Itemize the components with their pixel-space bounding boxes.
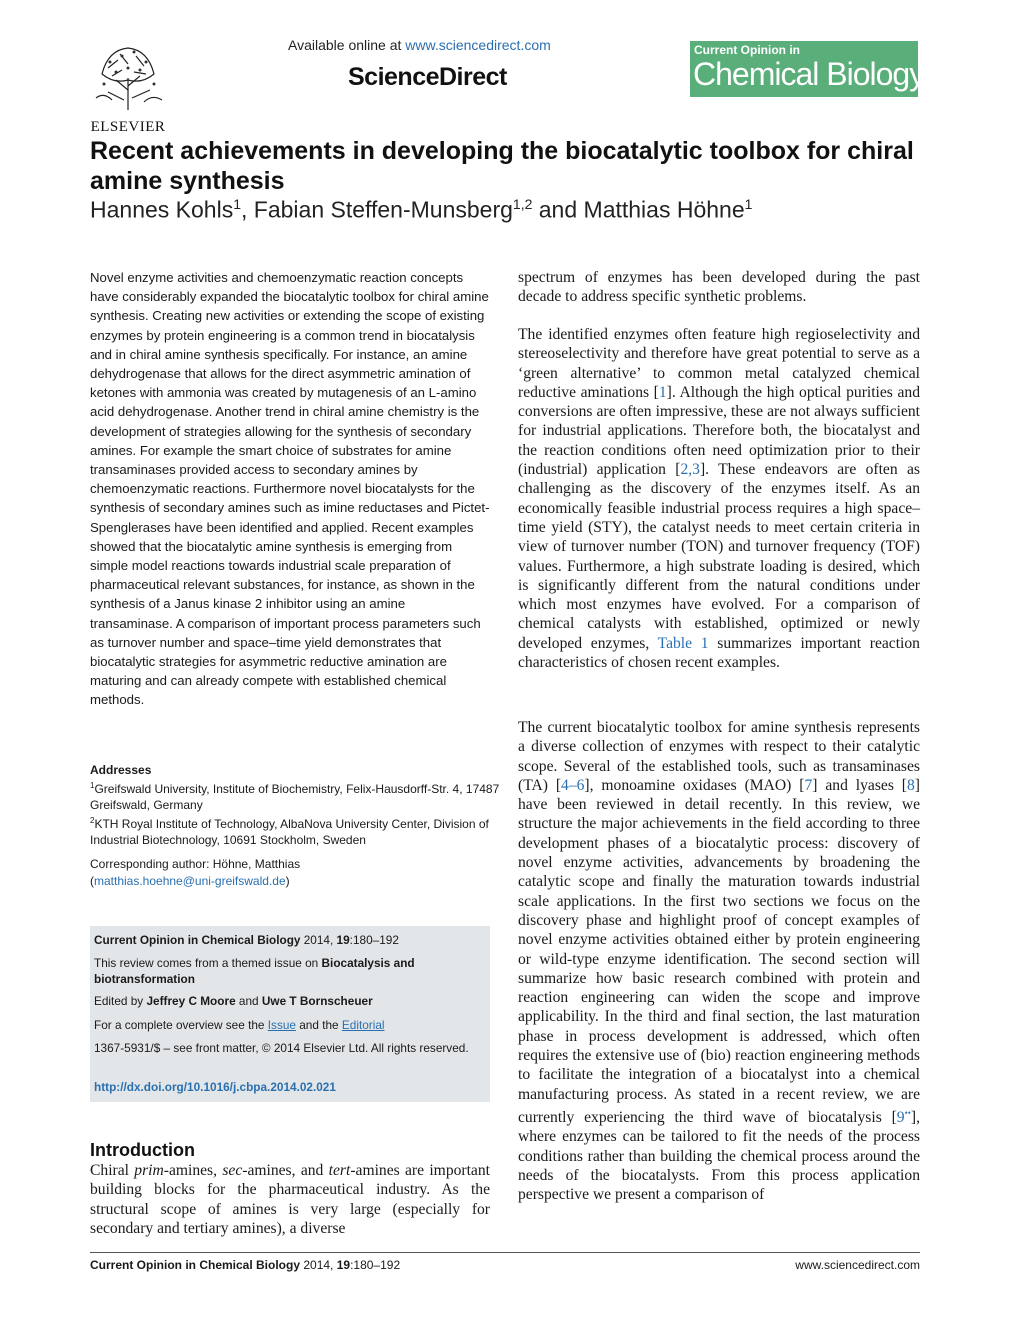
themed-prefix: This review comes from a themed issue on (94, 956, 322, 970)
body-text: The identified enzymes often feature high regioselectivity and stereoselectivity and therefore have great potential to serve as a ‘green alternative’ to common metal catalyzed chemical reductive aminations [ (518, 326, 920, 401)
corresponding-email-line (90, 873, 490, 890)
citation-link[interactable]: 8 (907, 776, 915, 794)
footer-volume: 19 (336, 1258, 351, 1272)
body-text: ]. These endeavors are often as challenging as the discovery of the enzymes itself. As an economically feasible industrial process requires a high space–time yield (STY), the catalyst needs to meet certain criteria in view of turnover number (TON) and turnover frequency (TOF) values. Furthermore, a high substrate loading is desired, which is significantly different from the natural conditions under which most enzymes have evolved. For a comparison of chemical catalysts with established, optimized or newly developed enzymes, (518, 461, 920, 652)
intro-text: -amines are important building blocks for the pharmaceutical industry. As the structural scope of amines is very large (especially for secondary and tertiary amines), a diverse (90, 1162, 490, 1237)
footer-divider (90, 1252, 920, 1253)
author-name: Hannes Kohls (90, 196, 234, 223)
infobox-journal: Current Opinion in Chemical Biology (94, 933, 301, 947)
address-item (90, 813, 500, 848)
right-paragraph-3 (518, 718, 920, 1205)
issue-link[interactable]: Issue (267, 1018, 296, 1032)
editor-name: Jeffrey C Moore (146, 994, 236, 1008)
author-affiliation: 1 (233, 196, 241, 212)
author-name: Fabian Steffen-Munsberg (253, 196, 513, 223)
table-link[interactable]: Table 1 (657, 634, 709, 652)
article-title: Recent achievements in developing the biocatalytic toolbox for chiral amine synthesis (90, 137, 914, 195)
address-number: 1 (90, 781, 95, 790)
author-list (90, 196, 752, 224)
right-paragraph-1: spectrum of enzymes has been developed during the past decade to address specific synthetic problems. (518, 269, 920, 306)
infobox-themed-issue (94, 955, 484, 987)
journal-badge-top: Current Opinion in (694, 43, 800, 57)
citation-link[interactable]: 7 (804, 776, 813, 794)
doi-link[interactable]: http://dx.doi.org/10.1016/j.cbpa.2014.02.021 (94, 1080, 336, 1094)
addresses (90, 762, 500, 848)
sciencedirect-brand: ScienceDirect (348, 63, 507, 91)
intro-italic: tert (328, 1162, 351, 1179)
infobox-pages: :180–192 (349, 933, 399, 947)
available-online (288, 37, 551, 53)
footer-pages: :180–192 (350, 1258, 401, 1272)
edited-and: and (235, 994, 262, 1008)
introduction-heading: Introduction (90, 1140, 195, 1160)
editor-name: Uwe T Bornscheuer (261, 994, 373, 1008)
corresponding-author (90, 856, 490, 890)
article-info-box (90, 926, 490, 1102)
body-text: The current biocatalytic toolbox for amine synthesis represents a diverse collection of enzymes with respect to their catalytic scope. Several of the established tools, such as transaminases (TA) [ (518, 719, 920, 794)
footer-year: 2014, (300, 1258, 337, 1272)
themed-topic: Biocatalysis and biotransformation (94, 956, 415, 986)
infobox-copyright: 1367-5931/$ – see front matter, © 2014 Elsevier Ltd. All rights reserved. (94, 1041, 469, 1055)
author-separator: , (241, 196, 254, 223)
citation-link[interactable]: 1 (658, 383, 667, 401)
footer-url[interactable]: www.sciencedirect.com (795, 1258, 920, 1272)
citation-link[interactable]: 9 (896, 1109, 905, 1127)
journal-badge-main: Chemical Biology (693, 56, 925, 92)
body-text: ] have been reviewed in detail recently. In this review, we structure the major achievements in the field according to three development phases of a biocatalytic process: discovery of novel enzyme activities, advancements by broadening the catalytic scope and finally the maturation towards industrial scale applications. In the first two sections we focus on the discovery phase and highlight proof of concept examples of novel enzyme activities obtained either by protein engineering or wild-type enzyme identification. The second section will summarize how basic research combined with protein and reaction engineering can widen the scope and improve applicability. In the third and final section, the last maturation phase in process development is addressed, which often requires the extensive use of (bio) reaction engineering methods to facilitate the integration of a biocatalyst into a chemical manufacturing process. As stated in a recent review, we are currently experiencing the third wave of biocatalysis [ (518, 776, 920, 1127)
body-text: ]. Although the high optical purities and conversions are often impressive, these are not always sufficient for industrial applications. Therefore both, the biocatalyst and the reaction conditions often need optimization prior to their (industrial) application [ (518, 383, 921, 479)
body-text: ] and lyases [ (812, 776, 907, 794)
introduction-text (90, 1161, 490, 1238)
journal-badge (690, 41, 925, 97)
intro-italic: prim (134, 1162, 164, 1179)
body-text: summarizes important reaction characteristics of chosen recent examples. (518, 634, 920, 672)
author-affiliation: 1,2 (512, 196, 533, 212)
elsevier-logo (88, 40, 168, 135)
citation-mark: •• (904, 1107, 911, 1118)
paren-close: ) (285, 874, 290, 888)
addresses-heading: Addresses (90, 763, 152, 777)
infobox-editors (94, 993, 484, 1009)
publisher-name: ELSEVIER (90, 119, 166, 135)
edited-prefix: Edited by (94, 994, 147, 1008)
intro-text: Chiral (90, 1162, 135, 1179)
available-prefix: Available online at (288, 37, 402, 53)
infobox-overview (94, 1017, 484, 1033)
intro-text: -amines, (163, 1162, 223, 1179)
address-number: 2 (90, 816, 95, 825)
corresponding-label: Corresponding author: Höhne, Matthias (90, 857, 301, 871)
infobox-volume: 19 (336, 933, 350, 947)
overview-prefix: For a complete overview see the (94, 1018, 268, 1032)
intro-italic: sec (222, 1162, 243, 1179)
infobox-citation (94, 932, 484, 948)
corresponding-email-link[interactable]: matthias.hoehne@uni-greifswald.de (94, 874, 286, 888)
address-text: KTH Royal Institute of Technology, AlbaNova University Center, Division of Industrial Biotechnology, 10691 Stockholm, Sweden (90, 817, 489, 847)
elsevier-tree-icon (88, 40, 168, 112)
citation-link[interactable]: 4–6 (561, 776, 585, 794)
citation-link[interactable]: 2,3 (680, 461, 700, 479)
infobox-year: 2014, (300, 933, 337, 947)
author-affiliation: 1 (744, 196, 753, 212)
intro-text: -amines, and (242, 1162, 329, 1179)
overview-and: and the (295, 1018, 342, 1032)
footer-citation (90, 1258, 400, 1272)
author-separator: and (532, 196, 584, 223)
address-item (90, 778, 500, 813)
author-name: Matthias Höhne (583, 196, 745, 223)
right-paragraph-2 (518, 325, 920, 672)
footer-journal: Current Opinion in Chemical Biology (90, 1258, 301, 1272)
editorial-link[interactable]: Editorial (341, 1018, 385, 1032)
body-text: ], monoamine oxidases (MAO) [ (584, 776, 805, 794)
paren-open: ( (90, 874, 94, 888)
address-text: Greifswald University, Institute of Biochemistry, Felix-Hausdorff-Str. 4, 17487 Greifswald, Germany (90, 782, 500, 812)
body-text: ], where enzymes can be tailored to fit the needs of the process conditions rather than building the chemical process around the needs of the biocatalysts. From this process application perspective we present a comparison of (518, 1109, 920, 1204)
sciencedirect-link[interactable]: www.sciencedirect.com (405, 37, 551, 53)
abstract: Novel enzyme activities and chemoenzymatic reaction concepts have considerably expanded the biocatalytic toolbox for chiral amine synthesis. Creating new activities or extending the scope of existing enzymes by protein engineering is a common trend in biocatalysis and in chiral amine synthesis specifically. For instance, an amine dehydrogenase that allows for the direct asymmetric amination of ketones with ammonia was created by mutagenesis of an L-amino acid dehydrogenase. Another trend in chiral amine chemistry is the development of strategies allowing for the synthesis of secondary amines. For example the smart choice of substrates for amine transaminases provided access to secondary amines by chemoenzymatic reactions. Furthermore novel biocatalysts for the synthesis of secondary amines such as imine reductases and Pictet-Spenglerases have been identified and applied. Recent examples showed that the biocatalytic amine synthesis is emerging from simple model reactions towards industrial scale preparation of pharmaceutical relevant substances, for instance, as shown in the synthesis of a Janus kinase 2 inhibitor using an amine transaminase. A comparison of important process parameters such as turnover number and space–time yield demonstrates that biocatalytic strategies for asymmetric reductive amination are maturing and can already compete with established chemical methods. (90, 270, 490, 708)
